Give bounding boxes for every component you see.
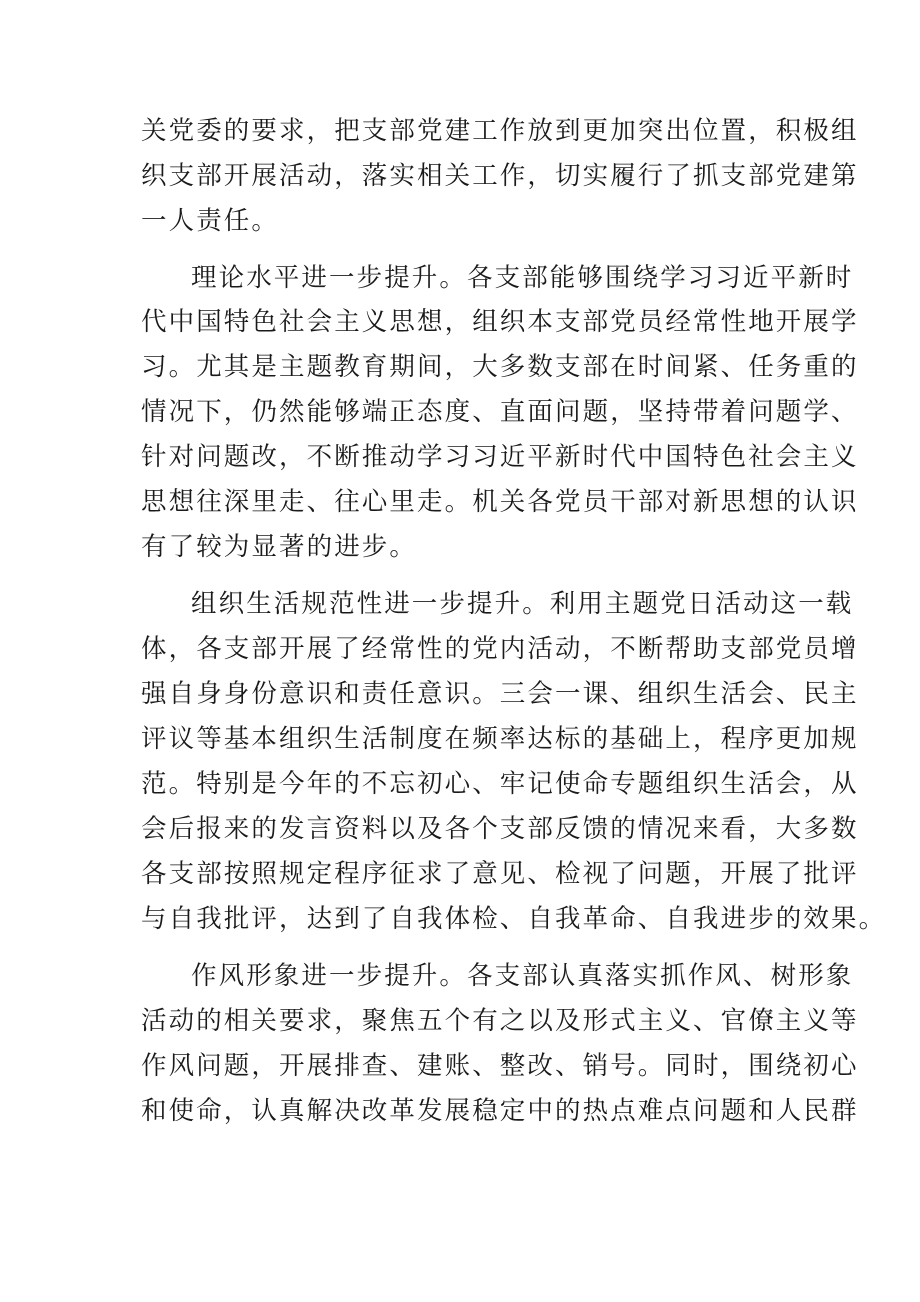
text-line: 体，各支部开展了经常性的党内活动，不断帮助支部党员增 [141, 634, 859, 664]
text-line: 范。特别是今年的不忘初心、牢记使命专题组织生活会，从 [141, 769, 859, 799]
text-line: 和使命，认真解决改革发展稳定中的热点难点问题和人民群 [141, 1096, 859, 1126]
text-line: 会后报来的发言资料以及各个支部反馈的情况来看，大多数 [141, 814, 859, 844]
text-line: 强自身身份意识和责任意识。三会一课、组织生活会、民主 [141, 679, 859, 709]
text-line: 与自我批评，达到了自我体检、自我革命、自我进步的效果。 [141, 904, 887, 934]
text-line: 关党委的要求，把支部党建工作放到更加突出位置，积极组 [141, 116, 859, 146]
paragraph-heading-line: 作风形象进一步提升。各支部认真落实抓作风、树形象 [191, 961, 854, 991]
text-line: 一人责任。 [141, 206, 280, 236]
text-line: 代中国特色社会主义思想，组织本支部党员经常性地开展学 [141, 307, 859, 337]
text-line: 评议等基本组织生活制度在频率达标的基础上，程序更加规 [141, 724, 859, 754]
text-line: 针对问题改，不断推动学习习近平新时代中国特色社会主义 [141, 442, 859, 472]
text-line: 作风问题，开展排查、建账、整改、销号。同时，围绕初心 [141, 1051, 859, 1081]
text-line: 习。尤其是主题教育期间，大多数支部在时间紧、任务重的 [141, 352, 859, 382]
text-line: 各支部按照规定程序征求了意见、检视了问题，开展了批评 [141, 859, 859, 889]
text-line: 有了较为显著的进步。 [141, 532, 418, 562]
text-line: 织支部开展活动，落实相关工作，切实履行了抓支部党建第 [141, 161, 859, 191]
paragraph-heading-line: 组织生活规范性进一步提升。利用主题党日活动这一载 [191, 589, 854, 619]
paragraph-heading-line: 理论水平进一步提升。各支部能够围绕学习习近平新时 [191, 263, 854, 293]
text-line: 思想往深里走、往心里走。机关各党员干部对新思想的认识 [141, 487, 859, 517]
text-line: 情况下，仍然能够端正态度、直面问题，坚持带着问题学、 [141, 397, 859, 427]
text-line: 活动的相关要求，聚焦五个有之以及形式主义、官僚主义等 [141, 1006, 859, 1036]
